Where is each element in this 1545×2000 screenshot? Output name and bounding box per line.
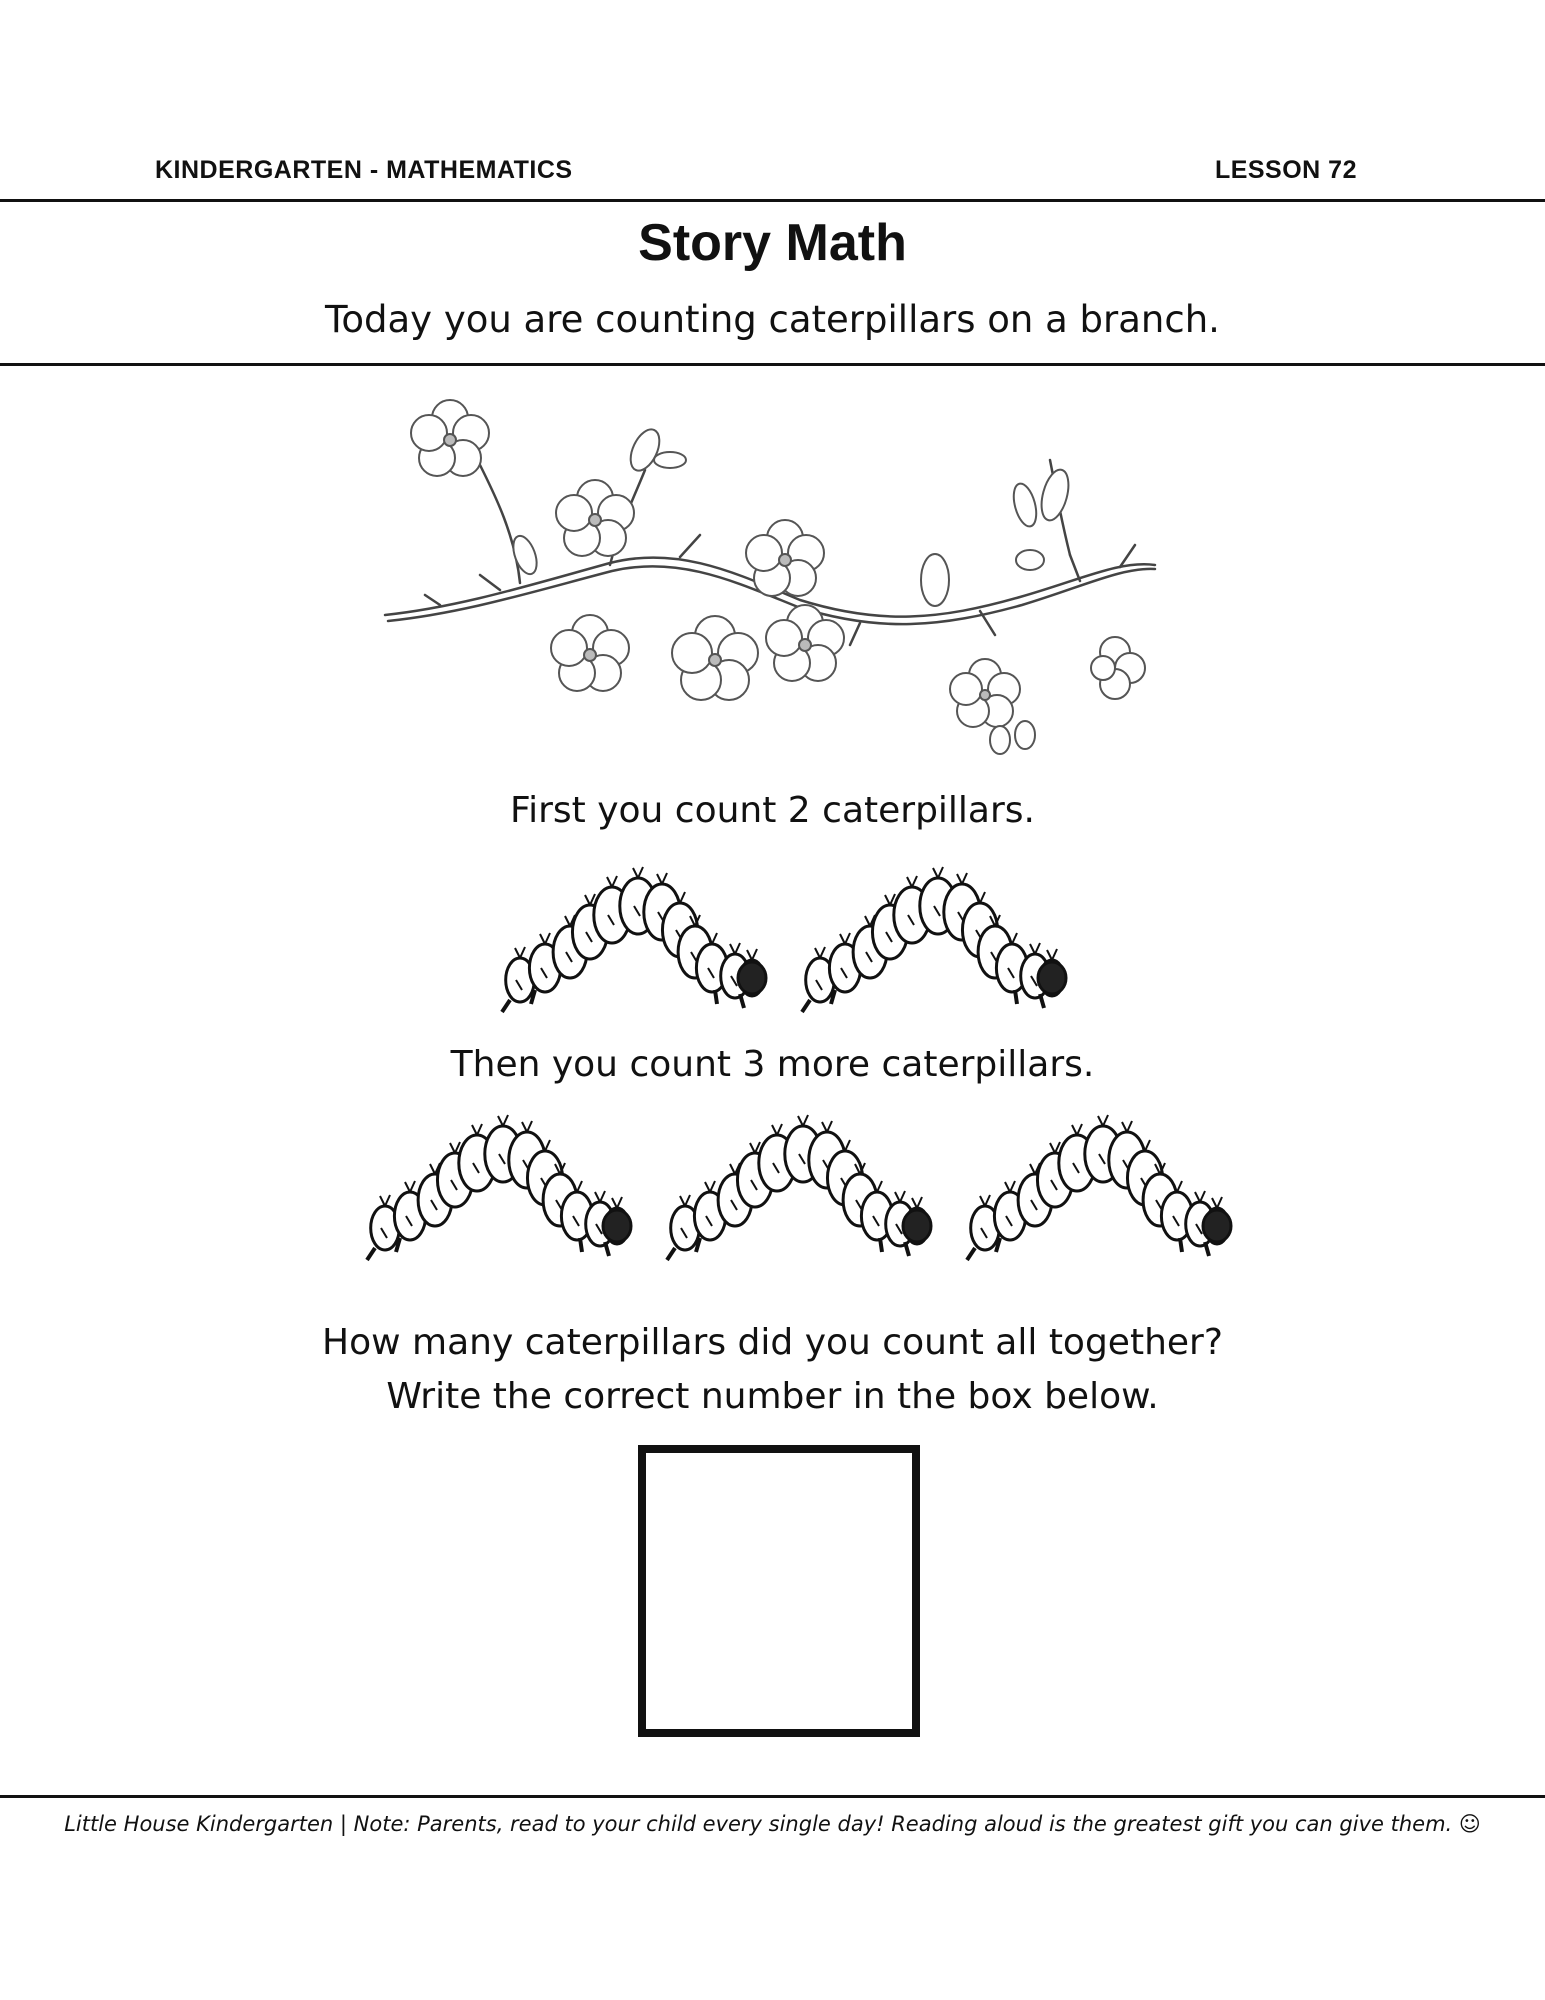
caterpillar-icon <box>655 1108 937 1268</box>
caterpillar-icon <box>790 860 1072 1020</box>
header-divider <box>0 199 1545 202</box>
answer-box[interactable] <box>638 1445 920 1737</box>
subject-label: KINDERGARTEN - MATHEMATICS <box>155 156 573 184</box>
lesson-label: LESSON 72 <box>1214 156 1357 184</box>
second-count-sentence: Then you count 3 more caterpillars. <box>450 1044 1095 1085</box>
first-count-sentence: First you count 2 caterpillars. <box>510 790 1035 831</box>
caterpillar-icon <box>490 860 772 1020</box>
caterpillar-icon <box>355 1108 637 1268</box>
page-subtitle: Today you are counting caterpillars on a branch. <box>325 298 1220 341</box>
cherry-blossom-branch-icon <box>380 385 1160 775</box>
second-caterpillar-group <box>355 1108 1255 1268</box>
subtitle-divider <box>0 363 1545 366</box>
footer-divider <box>0 1795 1545 1798</box>
footer-note: Little House Kindergarten | Note: Parents, read to your child every single day! Reading aloud is the greatest gift you can give them. ☺ <box>64 1812 1481 1836</box>
page-title: Story Math <box>638 214 907 272</box>
first-caterpillar-group <box>490 860 1090 1020</box>
instruction-text: Write the correct number in the box below. <box>386 1376 1159 1417</box>
caterpillar-icon <box>955 1108 1237 1268</box>
question-text: How many caterpillars did you count all together? <box>322 1322 1223 1363</box>
